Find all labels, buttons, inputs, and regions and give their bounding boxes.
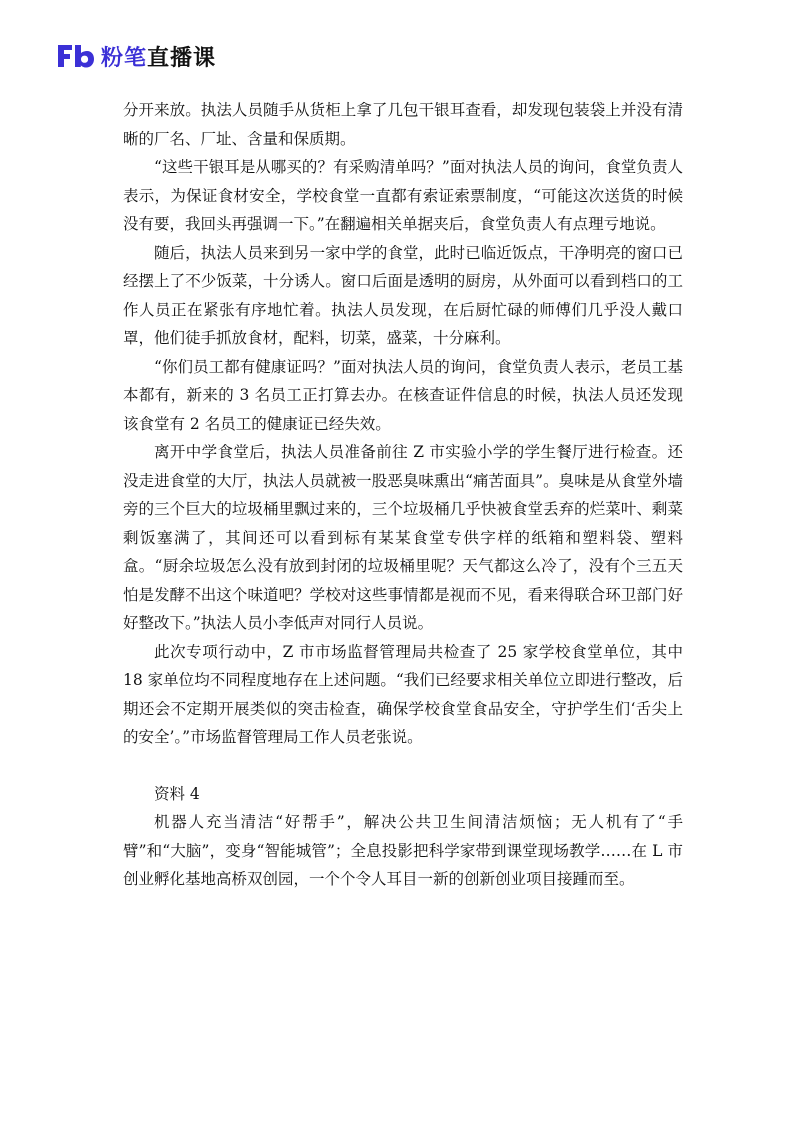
fb-logo-icon bbox=[55, 42, 95, 70]
brand-logo-text bbox=[101, 41, 216, 72]
paragraph: 机器人充当清洁“好帮手”，解决公共卫生间清洁烦恼；无人机有了“手臂”和“大脑”，变身“智能城管”；全息投影把科学家带到课堂现场教学……在 L 市创业孵化基地高桥双创园，一个个令人耳目一新的创新创业项目接踵而至。 bbox=[123, 813, 683, 888]
paragraph: “这些干银耳是从哪买的？有采购清单吗？”面对执法人员的询问，食堂负责人表示，为保证食材安全，学校食堂一直都有索证索票制度，“可能这次送货的时候没有要，我回头再强调一下。”在翻遍相关单据夹后，食堂负责人有点理亏地说。 bbox=[123, 158, 683, 233]
section-heading: 资料 4 bbox=[154, 784, 200, 803]
brand-name: 粉笔 bbox=[101, 45, 148, 71]
paragraph: 随后，执法人员来到另一家中学的食堂，此时已临近饭点，干净明亮的窗口已经摆上了不少饭菜，十分诱人。窗口后面是透明的厨房，从外面可以看到档口的工作人员正在紧张有序地忙着。执法人员发现，在后厨忙碌的师傅们几乎没人戴口罩，他们徒手抓放食材，配料，切菜，盛菜，十分麻利。 bbox=[123, 243, 683, 347]
paragraph: 此次专项行动中，Z 市市场监督管理局共检查了 25 家学校食堂单位，其中 18 家单位均不同程度地存在上述问题。“我们已经要求相关单位立即进行整改，后期还会不定期开展类似的突击检查，确保学校食堂食品安全，守护学生们‘舌尖上的安全’。”市场监督管理局工作人员老张说。 bbox=[123, 642, 683, 746]
paragraph: 离开中学食堂后，执法人员准备前往 Z 市实验小学的学生餐厅进行检查。还没走进食堂的大厅，执法人员就被一股恶臭味熏出“痛苦面具”。臭味是从食堂外墙旁的三个巨大的垃圾桶里飘过来的，三个垃圾桶几乎快被食堂丢弃的烂菜叶、剩菜剩饭塞满了，其间还可以看到标有某某食堂专供字样的纸箱和塑料袋、塑料盒。“厨余垃圾怎么没有放到封闭的垃圾桶里呢？天气都这么冷了，没有个三五天怕是发酵不出这个味道吧？学校对这些事情都是视而不见，看来得联合环卫部门好好整改下。”执法人员小李低声对同行人员说。 bbox=[123, 443, 683, 632]
document-body bbox=[123, 96, 683, 894]
header bbox=[55, 40, 216, 72]
brand-suffix: 直播课 bbox=[147, 45, 217, 71]
paragraph: “你们员工都有健康证吗？”面对执法人员的询问，食堂负责人表示，老员工基本都有，新来的 3 名员工正打算去办。在核查证件信息的时候，执法人员还发现该食堂有 2 名员工的健康证已经失效。 bbox=[123, 357, 683, 433]
paragraph: 分开来放。执法人员随手从货柜上拿了几包干银耳查看，却发现包装袋上并没有清晰的厂名、厂址、含量和保质期。 bbox=[123, 101, 683, 148]
